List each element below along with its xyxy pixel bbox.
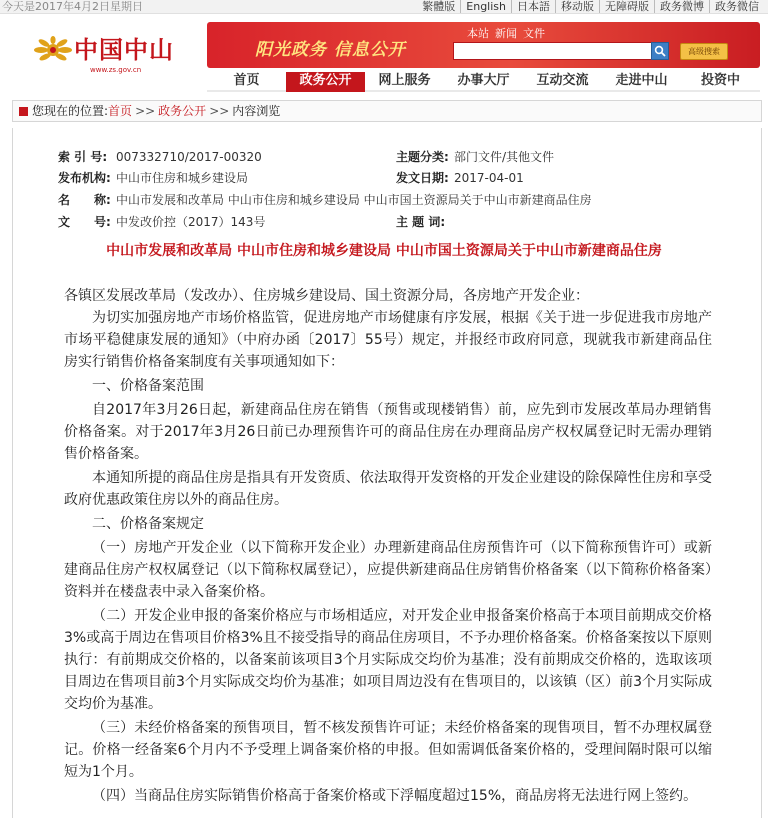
breadcrumb-prefix: 您现在的位置:	[32, 104, 109, 118]
meta-index-value: 007332710/2017-00320	[116, 150, 262, 164]
link-english[interactable]: English	[460, 0, 511, 13]
meta-index-label: 索 引 号:	[58, 150, 108, 164]
section-heading: 一、价格备案范围	[92, 378, 204, 394]
document-title: 中山市发展和改革局 中山市住房和城乡建设局 中山市国土资源局关于中山市新建商品住房	[106, 243, 662, 259]
meta-name-label: 名 称:	[58, 193, 111, 207]
nav-interaction[interactable]: 互动交流	[523, 72, 602, 92]
link-weibo[interactable]: 政务微博	[654, 0, 709, 13]
search-scope-files[interactable]: 文件	[523, 27, 545, 40]
article-paragraph: （二）开发企业申报的备案价格应与市场相适应，对开发企业申报备案价格高于本项目前期成交价格3%或高于周边在售项目价格3%且不接受指导的商品住房项目，不予办理价格备案。价格备案按以下原则执行：有前期成交价格的，以备案前该项目3个月实际成交均价为基准；没有前期成交价格的，选取该项目周边在售项目前3个月实际成交均价为基准；如项目周边没有在售项目的，以该镇（区）前3个月实际成交均价为基准。	[64, 608, 712, 712]
chrysanthemum-emblem-icon	[32, 36, 74, 62]
link-japanese[interactable]: 日本語	[511, 0, 555, 13]
breadcrumb-separator: >>	[135, 104, 156, 118]
meta-docno-value: 中发改价控（2017）143号	[116, 215, 266, 229]
meta-date-value: 2017-04-01	[454, 171, 524, 185]
breadcrumb-current: 内容浏览	[232, 104, 281, 118]
article-paragraph: 本通知所提的商品住房是指具有开发资质、依法取得开发资格的开发企业建设的除保障性住房和享受政府优惠政策住房以外的商品住房。	[64, 470, 712, 508]
nav-service-hall[interactable]: 办事大厅	[444, 72, 523, 92]
nav-online-services[interactable]: 网上服务	[365, 72, 444, 92]
article-body	[64, 285, 712, 807]
meta-publisher-label: 发布机构:	[58, 171, 111, 185]
nav-about-zhongshan[interactable]: 走进中山	[602, 72, 681, 92]
breadcrumb-home[interactable]: 首页	[108, 104, 133, 118]
meta-keywords-label: 主 题 词:	[396, 215, 446, 229]
logo-url: www.zs.gov.cn	[90, 66, 142, 74]
link-wechat[interactable]: 政务微信	[709, 0, 764, 13]
advanced-search-button[interactable]: 高级搜索	[680, 43, 728, 60]
logo-text: 中国中山	[74, 35, 174, 64]
search-button[interactable]	[651, 42, 669, 60]
article-paragraph: 自2017年3月26日起，新建商品住房在销售（预售或现楼销售）前，应先到市发展改革局办理销售价格备案。对于2017年3月26日前已办理预售许可的商品住房在办理商品房产权权属登记时无需办理销售价格备案。	[64, 402, 712, 462]
nav-home[interactable]: 首页	[207, 72, 286, 92]
top-links	[417, 0, 764, 13]
search-input[interactable]	[453, 42, 653, 60]
meta-docno-label: 文 号:	[58, 215, 111, 229]
meta-category-value: 部门文件/其他文件	[454, 150, 555, 164]
section-heading: 二、价格备案规定	[92, 516, 204, 532]
meta-date-label: 发文日期:	[396, 171, 449, 185]
breadcrumb-gov-affairs[interactable]: 政务公开	[158, 104, 207, 118]
magnifier-icon	[654, 45, 666, 57]
site-logo[interactable]	[32, 36, 192, 74]
link-accessible[interactable]: 无障碍版	[599, 0, 654, 13]
search-scope-site[interactable]: 本站	[467, 27, 489, 40]
meta-category-label: 主题分类:	[396, 150, 449, 164]
location-marker-icon	[19, 107, 28, 116]
top-bar	[0, 0, 768, 14]
breadcrumb	[12, 100, 762, 122]
meta-name-value: 中山市发展和改革局 中山市住房和城乡建设局 中山市国土资源局关于中山市新建商品住房	[116, 193, 592, 207]
nav-gov-affairs[interactable]: 政务公开	[286, 72, 365, 92]
article-paragraph: （三）未经价格备案的预售项目，暂不核发预售许可证；未经价格备案的现售项目，暂不办理权属登记。价格一经备案6个月内不予受理上调备案价格的申报。但如需调低备案价格的，受理间隔时限可以缩短为1个月。	[64, 720, 712, 780]
link-mobile[interactable]: 移动版	[555, 0, 599, 13]
nav-invest[interactable]: 投资中	[681, 72, 760, 92]
link-traditional[interactable]: 繁體版	[422, 0, 456, 13]
search-scope-news[interactable]: 新闻	[495, 27, 517, 40]
article-paragraph: 各镇区发展改革局（发改办）、住房城乡建设局、国土资源分局，各房地产开发企业：	[64, 288, 589, 304]
site-header	[0, 14, 768, 74]
main-nav	[207, 72, 760, 92]
meta-publisher-value: 中山市住房和城乡建设局	[116, 171, 249, 185]
current-date: 今天是2017年4月2日星期日	[2, 0, 143, 13]
article-paragraph: 为切实加强房地产市场价格监管，促进房地产市场健康有序发展，根据《关于进一步促进我市房地产市场平稳健康发展的通知》（中府办函〔2017〕55号）规定，并报经市政府同意，现就我市新建商品住房实行销售价格备案制度有关事项通知如下：	[64, 310, 712, 370]
header-banner	[207, 22, 760, 68]
article-paragraph: （一）房地产开发企业（以下简称开发企业）办理新建商品住房预售许可（以下简称预售许可）或新建商品住房产权权属登记（以下简称权属登记），应提供新建商品住房销售价格备案（以下简称价格备案）资料并在楼盘表中录入备案价格。	[64, 540, 712, 600]
search-scope-tabs	[467, 25, 545, 41]
banner-slogan: 阳光政务 信息公开	[255, 40, 406, 60]
article-paragraph: （四）当商品住房实际销售价格高于备案价格或下浮幅度超过15%，商品房将无法进行网上签约。	[92, 788, 698, 804]
breadcrumb-separator: >>	[209, 104, 230, 118]
